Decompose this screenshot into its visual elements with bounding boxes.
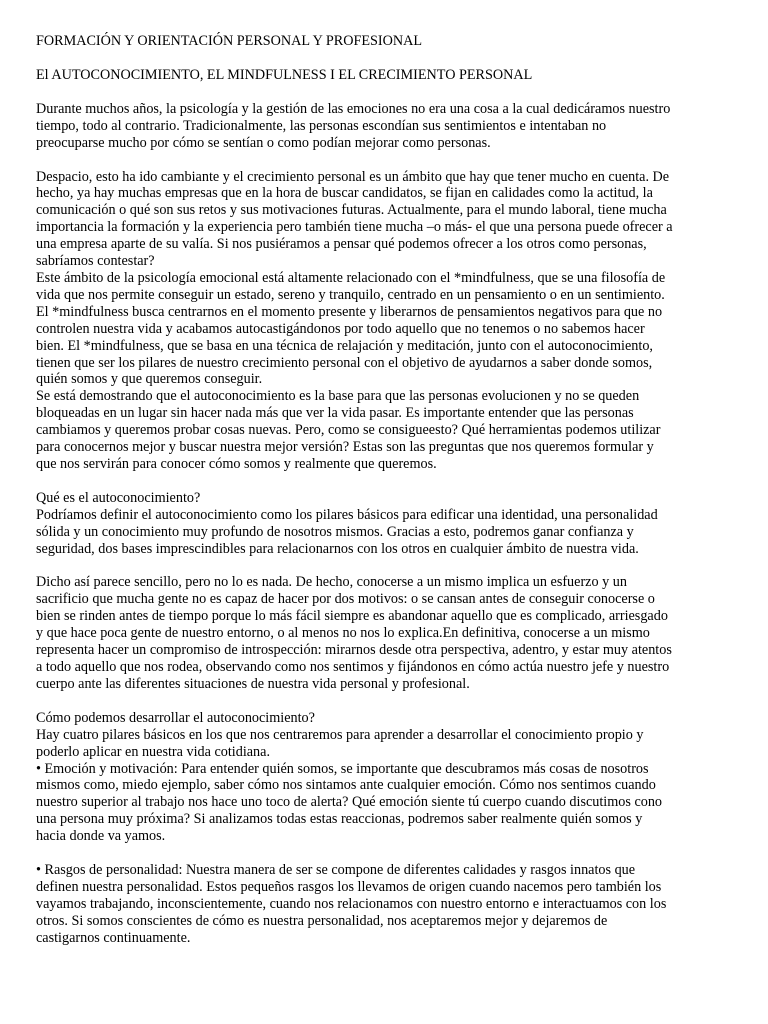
section-heading: Cómo podemos desarrollar el autoconocimiento? (36, 709, 315, 726)
paragraph-traits (36, 862, 736, 947)
text-line: mismos como, miedo ejemplo, saber cómo nos sintamos ante cualquier emoción. Cómo nos sentimos cuando (36, 777, 656, 794)
text-line: una empresa aparte de su valía. Si nos pusiéramos a pensar qué podemos ofrecer a los otros como personas, (36, 236, 647, 253)
text-line: definen nuestra personalidad. Estos pequeños rasgos los llevamos de origen cuando nacemos pero también los (36, 878, 662, 895)
text-line: tienen que ser los pilares de nuestro crecimiento personal con el objetivo de ayudarnos a saber donde somos, (36, 354, 653, 371)
document-title (36, 33, 736, 50)
text-line: hecho, ya hay muchas empresas que en la hora de buscar candidatos, se fijan en calidades como la actitud, la (36, 185, 653, 202)
text-line: bloqueadas en un lugar sin hacer nada más que ver la vida pasar. Es importante entender que las personas (36, 405, 634, 422)
text-line: vayamos trabajando, inconscientemente, cuando nos relacionamos con nuestro entorno e interactuamos con los (36, 895, 667, 912)
paragraph-what-is (36, 490, 736, 558)
text-line: castigarnos continuamente. (36, 929, 191, 946)
text-line: otros. Si somos conscientes de cómo es nuestra personalidad, nos aceptaremos mejor y dejaremos de (36, 912, 608, 929)
text-line: una persona muy próxima? Si analizamos todas estas reaccionas, podremos saber realmente quién somos y (36, 811, 643, 828)
text-line: comunicación o qué son sus retos y sus motivaciones futuras. Actualmente, para el mundo laboral, tiene mucha (36, 202, 667, 219)
text-line: seguridad, dos bases imprescindibles para relacionarnos con los otros en cualquier ámbito de nuestra vida. (36, 540, 639, 557)
text-line: nuestro superior al trabajo nos hace uno toco de alerta? Qué emoción siente tú cuerpo cuando discutimos cono (36, 794, 663, 811)
paragraph-said (36, 574, 736, 692)
bullet-item-emotion: • Emoción y motivación: Para entender quién somos, se importante que descubramos más cosas de nosotros (36, 760, 649, 777)
text-line: bien se rinden antes de tiempo porque lo más fácil siempre es abandonar aquello que es complicado, arriesgado (36, 608, 668, 625)
text-line: poderlo aplicar en nuestra vida cotidiana. (36, 743, 270, 760)
text-line: preocuparse mucho por cómo se sentían o como podían mejorar como personas. (36, 134, 491, 151)
text-line: Durante muchos años, la psicología y la gestión de las emociones no era una cosa a la cual dedicáramos nuestro (36, 100, 671, 117)
text-line: Dicho así parece sencillo, pero no lo es nada. De hecho, conocerse a un mismo implica un esfuerzo y un (36, 574, 627, 591)
paragraph-intro (36, 101, 736, 152)
title-line: FORMACIÓN Y ORIENTACIÓN PERSONAL Y PROFESIONAL (36, 33, 423, 49)
paragraph-growth (36, 169, 736, 473)
bullet-item-traits: • Rasgos de personalidad: Nuestra manera de ser se compone de diferentes calidades y rasgos innatos que (36, 862, 636, 879)
section-heading: Qué es el autoconocimiento? (36, 489, 201, 506)
text-line: cambiamos y queremos probar cosas nuevas. Pero, como se consigueesto? Qué herramientas podemos utilizar (36, 422, 661, 439)
text-line: importancia la formación y la experiencia pero también tiene mucha –o más- el que una persona puede ofrecer a (36, 219, 673, 236)
text-line: que nos servirán para conocer cómo somos y realmente que queremos. (36, 455, 437, 472)
text-line: tiempo, todo al contrario. Tradicionalmente, las personas escondían sus sentimientos e intentaban no (36, 117, 607, 134)
text-line: Podríamos definir el autoconocimiento como los pilares básicos para edificar una identidad, una personalidad (36, 506, 658, 523)
text-line: para conocernos mejor y buscar nuestra mejor versión? Estas son las preguntas que nos queremos formular y (36, 439, 654, 456)
text-line: a todo aquello que nos rodea, observando como nos sentimos y fijándonos en cómo actúa nuestro jefe y nuestro (36, 659, 670, 675)
text-line: cuerpo ante las diferentes situaciones de nuestra vida personal y profesional. (36, 675, 470, 692)
text-line: y que hace poca gente de nuestro entorno, o al menos no nos lo explica.En definitiva, conocerse a un mismo (36, 625, 650, 642)
document-body (36, 33, 736, 947)
text-line: sólida y un conocimiento muy profundo de nosotros mismos. Gracias a esto, podremos ganar confianza y (36, 523, 634, 540)
text-line: Se está demostrando que el autoconocimiento es la base para que las personas evolucionen y no se queden (36, 388, 640, 405)
text-line: representa hacer un compromiso de introspección: mirarnos desde otra perspectiva, adentro, y estar muy atentos (36, 642, 672, 659)
text-line: sabríamos contestar? (36, 253, 155, 270)
text-line: bien. El *mindfulness, que se basa en una técnica de relajación y meditación, junto con el autoconocimiento, (36, 337, 653, 354)
document-subtitle (36, 67, 736, 84)
text-line: sacrificio que mucha gente no es capaz de hacer por dos motivos: o se cansan antes de conseguir conocerse o (36, 591, 655, 608)
text-line: quién somos y que queremos conseguir. (36, 371, 263, 388)
text-line: Este ámbito de la psicología emocional está altamente relacionado con el *mindfulness, que se una filosofía de (36, 269, 666, 286)
text-line: Despacio, esto ha ido cambiante y el crecimiento personal es un ámbito que hay que tener mucho en cuenta. De (36, 168, 670, 185)
text-line: El *mindfulness busca centrarnos en el momento presente y liberarnos de pensamientos negativos para que no (36, 303, 663, 320)
subtitle-line: El AUTOCONOCIMIENTO, EL MINDFULNESS I EL CRECIMIENTO PERSONAL (36, 66, 533, 83)
text-line: vida que nos permite conseguir un estado, sereno y tranquilo, centrado en un pensamiento o en un sentimiento. (36, 286, 665, 303)
text-line: controlen nuestra vida y acabamos autocastigándonos por todo aquello que no tenemos o no sabemos hacer (36, 320, 645, 337)
text-line: hacia donde va yamos. (36, 828, 166, 845)
paragraph-how-to (36, 710, 736, 845)
text-line: Hay cuatro pilares básicos en los que nos centraremos para aprender a desarrollar el conocimiento propio y (36, 726, 644, 743)
